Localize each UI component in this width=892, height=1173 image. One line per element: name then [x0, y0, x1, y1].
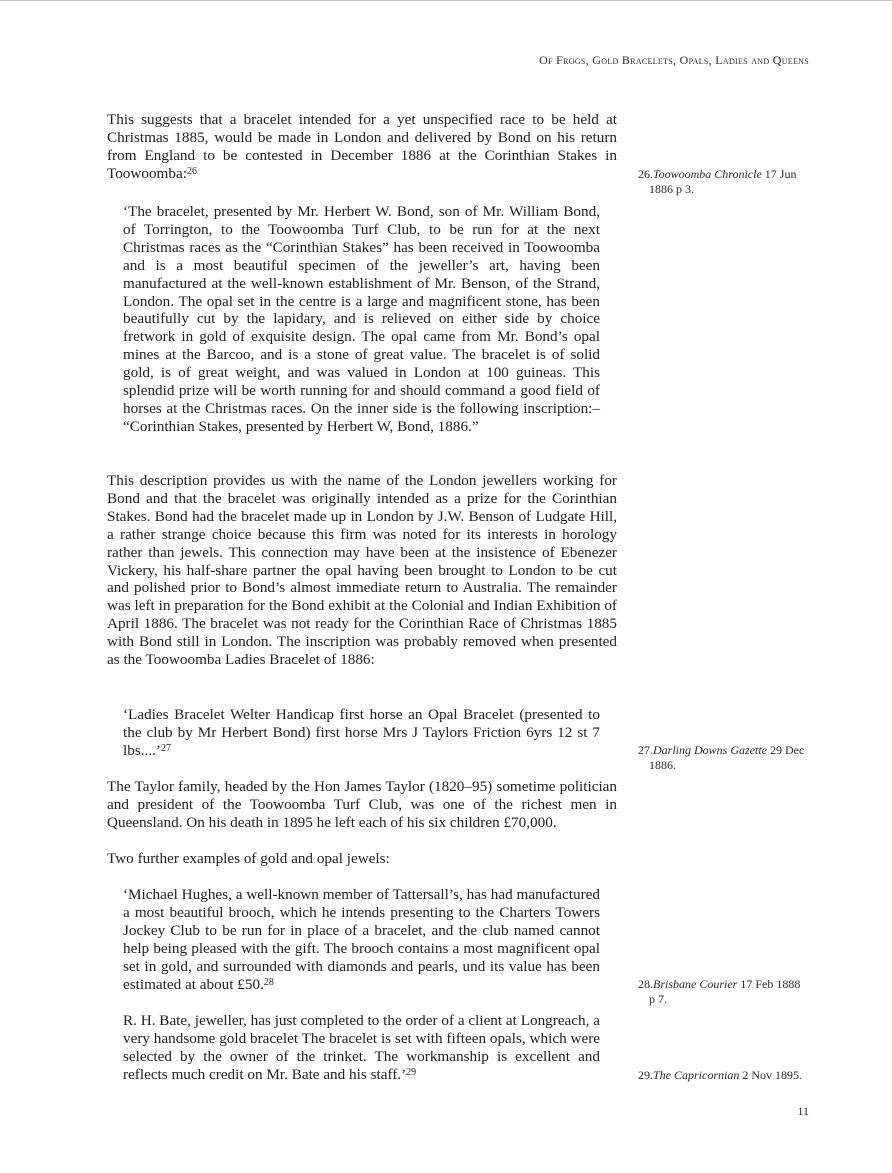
- paragraph-3: [107, 778, 617, 832]
- sidenote-detail: 29 Dec: [770, 743, 805, 757]
- block-quote-4-text: R. H. Bate, jeweller, has just completed to the order of a client at Longreach, a very handsome gold bracelet The bracelet is set with fifteen opals, which were selected by the owner of the trinket. The workmanship is excellent and reflects much credit on Mr. Bate and his staff.’: [123, 1012, 600, 1083]
- block-quote-3: [123, 886, 600, 993]
- sidenote-26: [638, 167, 810, 197]
- paragraph-1: [107, 111, 617, 183]
- footnote-ref-27: 27: [160, 742, 171, 754]
- block-quote-2: [123, 706, 600, 760]
- paragraph-4: [107, 850, 617, 868]
- running-head: Of Frogs, Gold Bracelets, Opals, Ladies and Queens: [539, 53, 809, 67]
- sidenote-29: [638, 1068, 810, 1083]
- top-rule: [0, 0, 892, 1]
- sidenote-detail-2: p 7.: [649, 992, 667, 1006]
- sidenote-number: 28.: [638, 977, 653, 991]
- sidenote-detail-2: 1886.: [649, 758, 676, 772]
- sidenote-number: 29.: [638, 1068, 653, 1082]
- sidenote-number: 26.: [638, 167, 653, 181]
- sidenote-source: Brisbane Courier: [653, 977, 738, 991]
- sidenote-number: 27.: [638, 743, 653, 757]
- sidenote-source: Toowoomba Chronicle: [653, 167, 762, 181]
- sidenote-detail-2: 1886 p 3.: [649, 182, 694, 196]
- paragraph-2-text: This description provides us with the name of the London jewellers working for Bond and that the bracelet was originally intended as a prize for the Corinthian Stakes. Bond had the bracelet made up in London by J.W. Benson of Ludgate Hill, a rather strange choice because this firm was noted for its interests in horology rather than jewels. This connection may have been at the insistence of Ebenezer Vickery, his half-share partner the opal having been brought to London to be cut and polished prior to Bond’s almost immediate return to Australia. The remainder was left in preparation for the Bond exhibit at the Colonial and Indian Exhibition of April 1886. The bracelet was not ready for the Corinthian Race of Christmas 1885 with Bond still in London. The inscription was probably removed when presented as the Toowoomba Ladies Bracelet of 1886:: [107, 472, 617, 669]
- footnote-ref-28: 28: [263, 976, 274, 988]
- footnote-ref-29: 29: [406, 1066, 417, 1078]
- sidenote-27: [638, 743, 810, 773]
- footnote-ref-26: 26: [186, 165, 197, 177]
- page-number: 11: [797, 1104, 809, 1118]
- paragraph-4-text: Two further examples of gold and opal jewels:: [107, 850, 390, 867]
- sidenote-source: Darling Downs Gazette: [653, 743, 767, 757]
- sidenote-detail: 17 Feb 1888: [740, 977, 801, 991]
- block-quote-1: ‘The bracelet, presented by Mr. Herbert W. Bond, son of Mr. William Bond, of Torrington, to the Toowoomba Turf Club, to be run for at the next Christmas races as the “Corinthian Stakes” has been received in Toowoomba and is a most beautiful specimen of the jeweller’s art, having been manufactured at the well-known establishment of Mr. Benson, of the Strand, London. The opal set in the centre is a large and magnificent stone, has been beautifully cut by the lapidary, and is relieved on either side by choice fretwork in gold of exquisite design. The opal came from Mr. Bond’s opal mines at the Barcoo, and is a stone of great value. The bracelet is of solid gold, is of great weight, and was valued in London at 100 guineas. This splendid prize will be worth running for and should command a good field of horses at the Christmas races. On the inner side is the following inscription:– “Corinthian Stakes, presented by Herbert W, Bond, 1886.”: [123, 203, 600, 435]
- block-quote-4: [123, 1012, 600, 1084]
- sidenote-source: The Capricornian: [653, 1068, 740, 1082]
- block-quote-2-text: ‘Ladies Bracelet Welter Handicap first horse an Opal Bracelet (presented to the club by Mr Herbert Bond) first horse Mrs J Taylors Friction 6yrs 12 st 7 lbs....’: [123, 706, 600, 759]
- paragraph-3-text: The Taylor family, headed by the Hon James Taylor (1820–95) sometime politician and president of the Toowoomba Turf Club, was one of the richest men in Queensland. On his death in 1895 he left each of his six children £70,000.: [107, 778, 617, 831]
- block-quote-3-text: ‘Michael Hughes, a well-known member of Tattersall’s, has had manufactured a most beautiful brooch, which he intends presenting to the Charters Towers Jockey Club to be run for in place of a bracelet, and the club named cannot help being pleased with the gift. The brooch contains a most magnificent opal set in gold, and surrounded with diamonds and pearls, und its value has been estimated at about £50.: [123, 886, 600, 993]
- sidenote-detail: 17 Jun: [764, 167, 797, 181]
- paragraph-2: [107, 472, 617, 669]
- paragraph-1-text: This suggests that a bracelet intended for a yet unspecified race to be held at Christmas 1885, would be made in London and delivered by Bond on his return from England to be contested in December 1886 at the Corinthian Stakes in Toowoomba:: [107, 111, 617, 182]
- sidenote-28: [638, 977, 810, 1007]
- sidenote-detail: 2 Nov 1895.: [742, 1068, 803, 1082]
